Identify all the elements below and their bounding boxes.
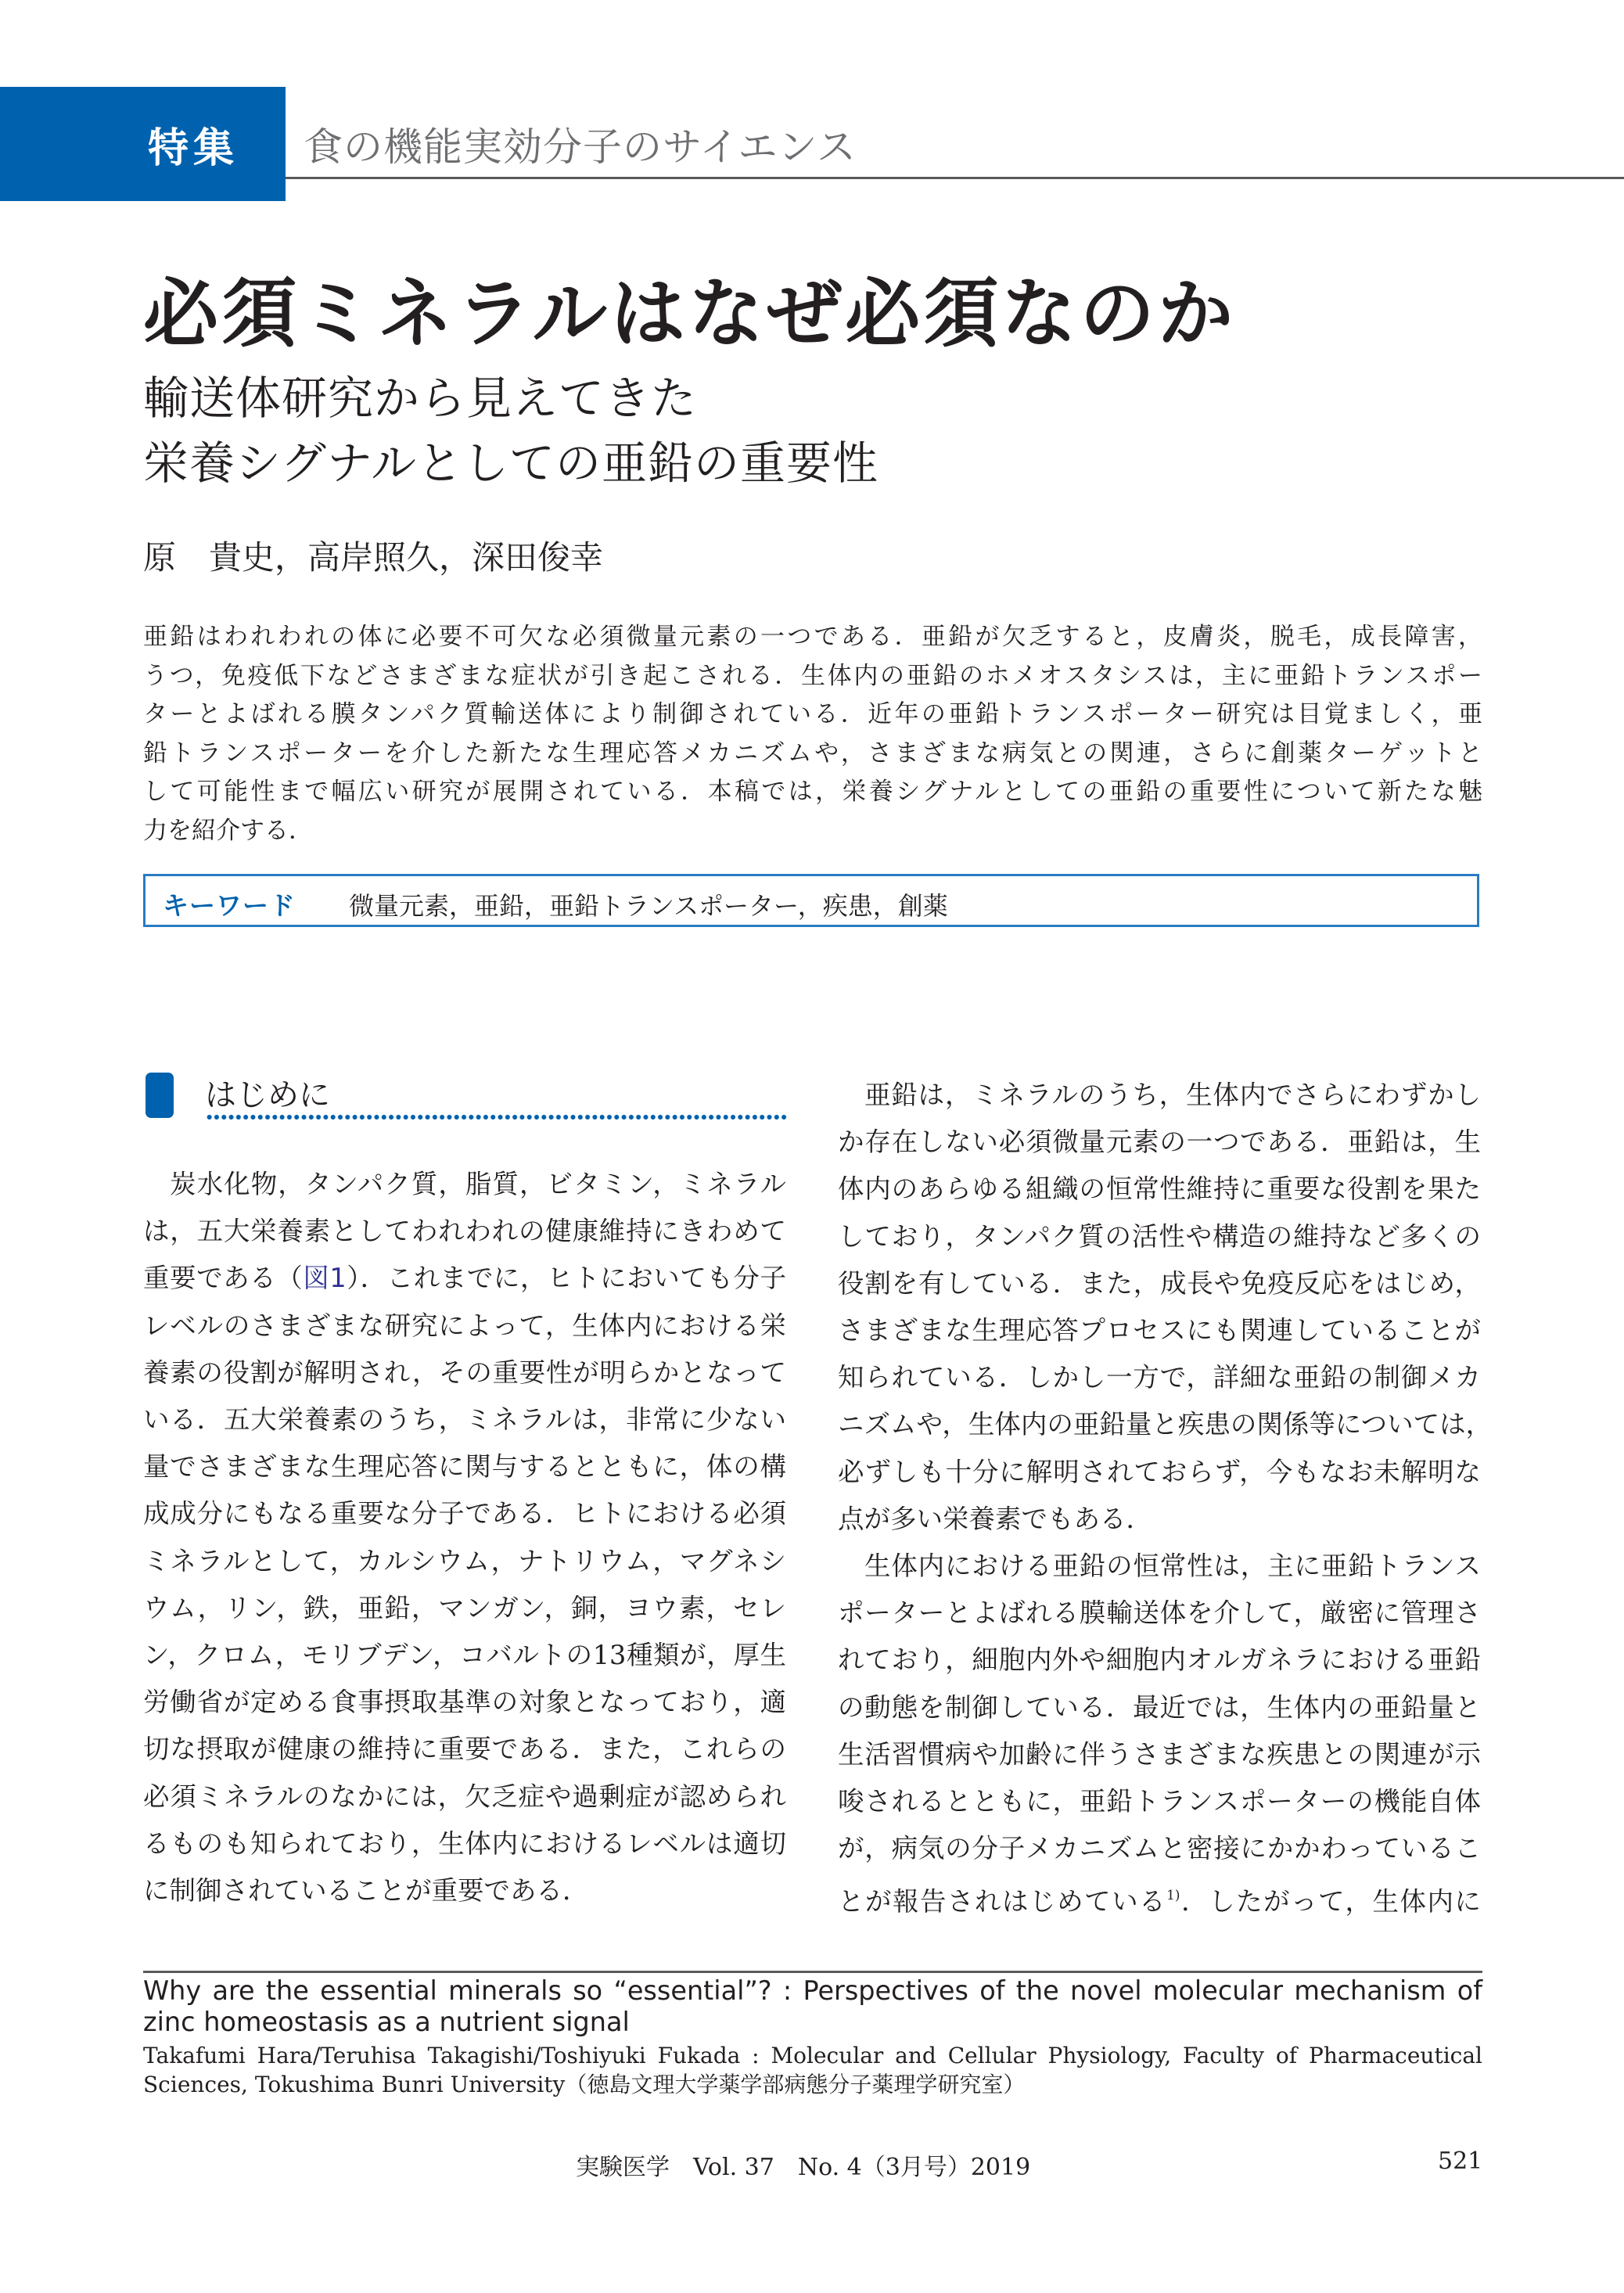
article-subtitle-line: 栄養シグナルとしての亜鉛の重要性 [143,437,878,490]
body-line: 必須ミネラルのなかには，欠乏症や過剰症が認められ [143,1781,786,1812]
body-line: の動態を制御している．最近では，生体内の亜鉛量と [838,1691,1481,1723]
body-line: か存在しない必須微量元素の一つである．亜鉛は，生 [838,1127,1481,1158]
body-line: レベルのさまざまな研究によって，生体内における栄 [143,1310,786,1341]
abstract-line: 亜鉛はわれわれの体に必要不可欠な必須微量元素の一つである．亜鉛が欠乏すると，皮膚炎，脱毛，成長障害， [143,623,1482,651]
feature-banner [0,87,286,201]
body-line: 生活習慣病や加齢に伴うさまざまな疾患との関連が示 [838,1738,1481,1770]
body-line: は，五大栄養素としてわれわれの健康維持にきわめて [143,1216,786,1247]
body-line: が，病気の分子メカニズムと密接にかかわっているこ [838,1833,1481,1864]
abstract [143,618,1482,850]
english-title-line: Why are the essential minerals so “essential”? : Perspectives of the novel molecular mechanism of [143,1975,1482,2006]
body-line: 養素の役割が解明され，その重要性が明らかとなって [143,1357,786,1388]
body-line: さまざまな生理応答プロセスにも関連していることが [838,1315,1481,1346]
feature-label: 特集 [147,125,239,172]
body-line: るものも知られており，生体内におけるレベルは適切 [143,1828,786,1859]
body-column-left [143,1161,786,1914]
abstract-line: 力を紹介する． [143,816,313,845]
affiliation-line: Sciences, Tokushima Bunri University（徳島文理大学薬学部病態分子薬理学研究室） [143,2072,1026,2097]
english-block-divider [143,1971,1482,1973]
citation-reference-link[interactable]: 1) [1166,1888,1180,1904]
keywords-list: 微量元素，亜鉛，亜鉛トランスポーター，疾患，創薬 [349,891,948,921]
body-line: 体内のあらゆる組織の恒常性維持に重要な役割を果た [838,1173,1481,1205]
body-line: 知られている．しかし一方で，詳細な亜鉛の制御メカ [838,1362,1481,1393]
body-line [838,1872,1481,1925]
body-line: 切な摂取が健康の維持に重要である．また，これらの [143,1734,786,1765]
body-line: ニズムや，生体内の亜鉛量と疾患の関係等については， [838,1409,1493,1440]
body-line: 必ずしも十分に解明されておらず，今もなお未解明な [838,1456,1481,1487]
body-line: ミネラルとして，カルシウム，ナトリウム，マグネシ [143,1545,786,1576]
abstract-line: うつ，免疫低下などさまざまな症状が引き起こされる．生体内の亜鉛のホメオスタシスは，主に亜鉛トランスポー [143,661,1482,690]
body-line: に制御されていることが重要である． [143,1875,589,1907]
body-line: れており，細胞内外や細胞内オルガネラにおける亜鉛 [838,1644,1481,1676]
section-marker-icon [146,1073,174,1118]
body-line: 点が多い栄養素でもある． [838,1503,1152,1534]
page-number: 521 [1438,2147,1483,2175]
keywords-label: キーワード [163,890,296,921]
body-line: 生体内における亜鉛の恒常性は，主に亜鉛トランス [864,1551,1481,1582]
english-title-line: zinc homeostasis as a nutrient signal [143,2007,630,2037]
body-line: いる．五大栄養素のうち，ミネラルは，非常に少ない [143,1404,786,1436]
abstract-line: ターとよばれる膜タンパク質輸送体により制御されている．近年の亜鉛トランスポーター研究は目覚ましく，亜 [143,700,1482,728]
body-line: 役割を有している．また，成長や免疫反応をはじめ， [838,1267,1481,1299]
body-text: ）．これまでに，ヒトにおいても分子 [346,1263,786,1294]
body-line: 量でさまざまな生理応答に関与するとともに，体の構 [143,1451,786,1483]
body-line: 炭水化物，タンパク質，脂質，ビタミン，ミネラル [170,1169,786,1199]
journal-info: 実験医学 Vol. 37 No. 4（3月号）2019 [576,2154,1031,2181]
body-line: ウム，リン，鉄，亜鉛，マンガン，銅，ヨウ素，セレ [143,1592,786,1623]
article-subtitle-line: 輸送体研究から見えてきた [143,372,698,425]
body-line: しており，タンパク質の活性や構造の維持など多くの [838,1220,1481,1252]
section-heading: はじめに [205,1077,330,1113]
authors: 原 貴史，高岸照久，深田俊幸 [143,538,604,577]
body-column-right [838,1072,1493,1926]
keywords-box [143,874,1479,927]
header-divider [286,177,1624,179]
affiliation-line: Takafumi Hara/Teruhisa Takagishi/Toshiyuki Fukada : Molecular and Cellular Physiology, Faculty of Pharmaceutical [143,2043,1482,2068]
body-text: とが報告されはじめている [838,1886,1167,1917]
body-line: ポーターとよばれる膜輸送体を介して，厳密に管理さ [838,1598,1481,1629]
abstract-line: 鉛トランスポーターを介した新たな生理応答メカニズムや，さまざまな病気との関連，さらに創薬ターゲットと [143,739,1482,767]
section-dotted-rule [206,1114,789,1120]
english-title [143,1975,1482,2038]
abstract-line: して可能性まで幅広い研究が展開されている．本稿では，栄養シグナルとしての亜鉛の重要性について新たな魅 [143,778,1482,806]
body-text: ．したがって，生体内に [1180,1886,1481,1917]
body-line: 亜鉛は，ミネラルのうち，生体内でさらにわずかし [864,1080,1481,1110]
body-line: ン，クロム，モリブデン，コバルトの13種類が，厚生 [143,1640,786,1671]
body-line [143,1255,786,1302]
article-title: 必須ミネラルはなぜ必須なのか [143,270,1237,358]
body-line: 労働省が定める食事摂取基準の対象となっており，適 [143,1687,786,1718]
body-line: 成成分にもなる重要な分子である．ヒトにおける必須 [143,1498,786,1529]
author-affiliation [143,2041,1482,2099]
figure-reference-link[interactable]: 図1 [303,1263,347,1294]
body-line: 唆されるとともに，亜鉛トランスポーターの機能自体 [838,1786,1481,1817]
body-text: 重要である（ [143,1263,304,1294]
series-title: 食の機能実効分子のサイエンス [304,124,857,170]
